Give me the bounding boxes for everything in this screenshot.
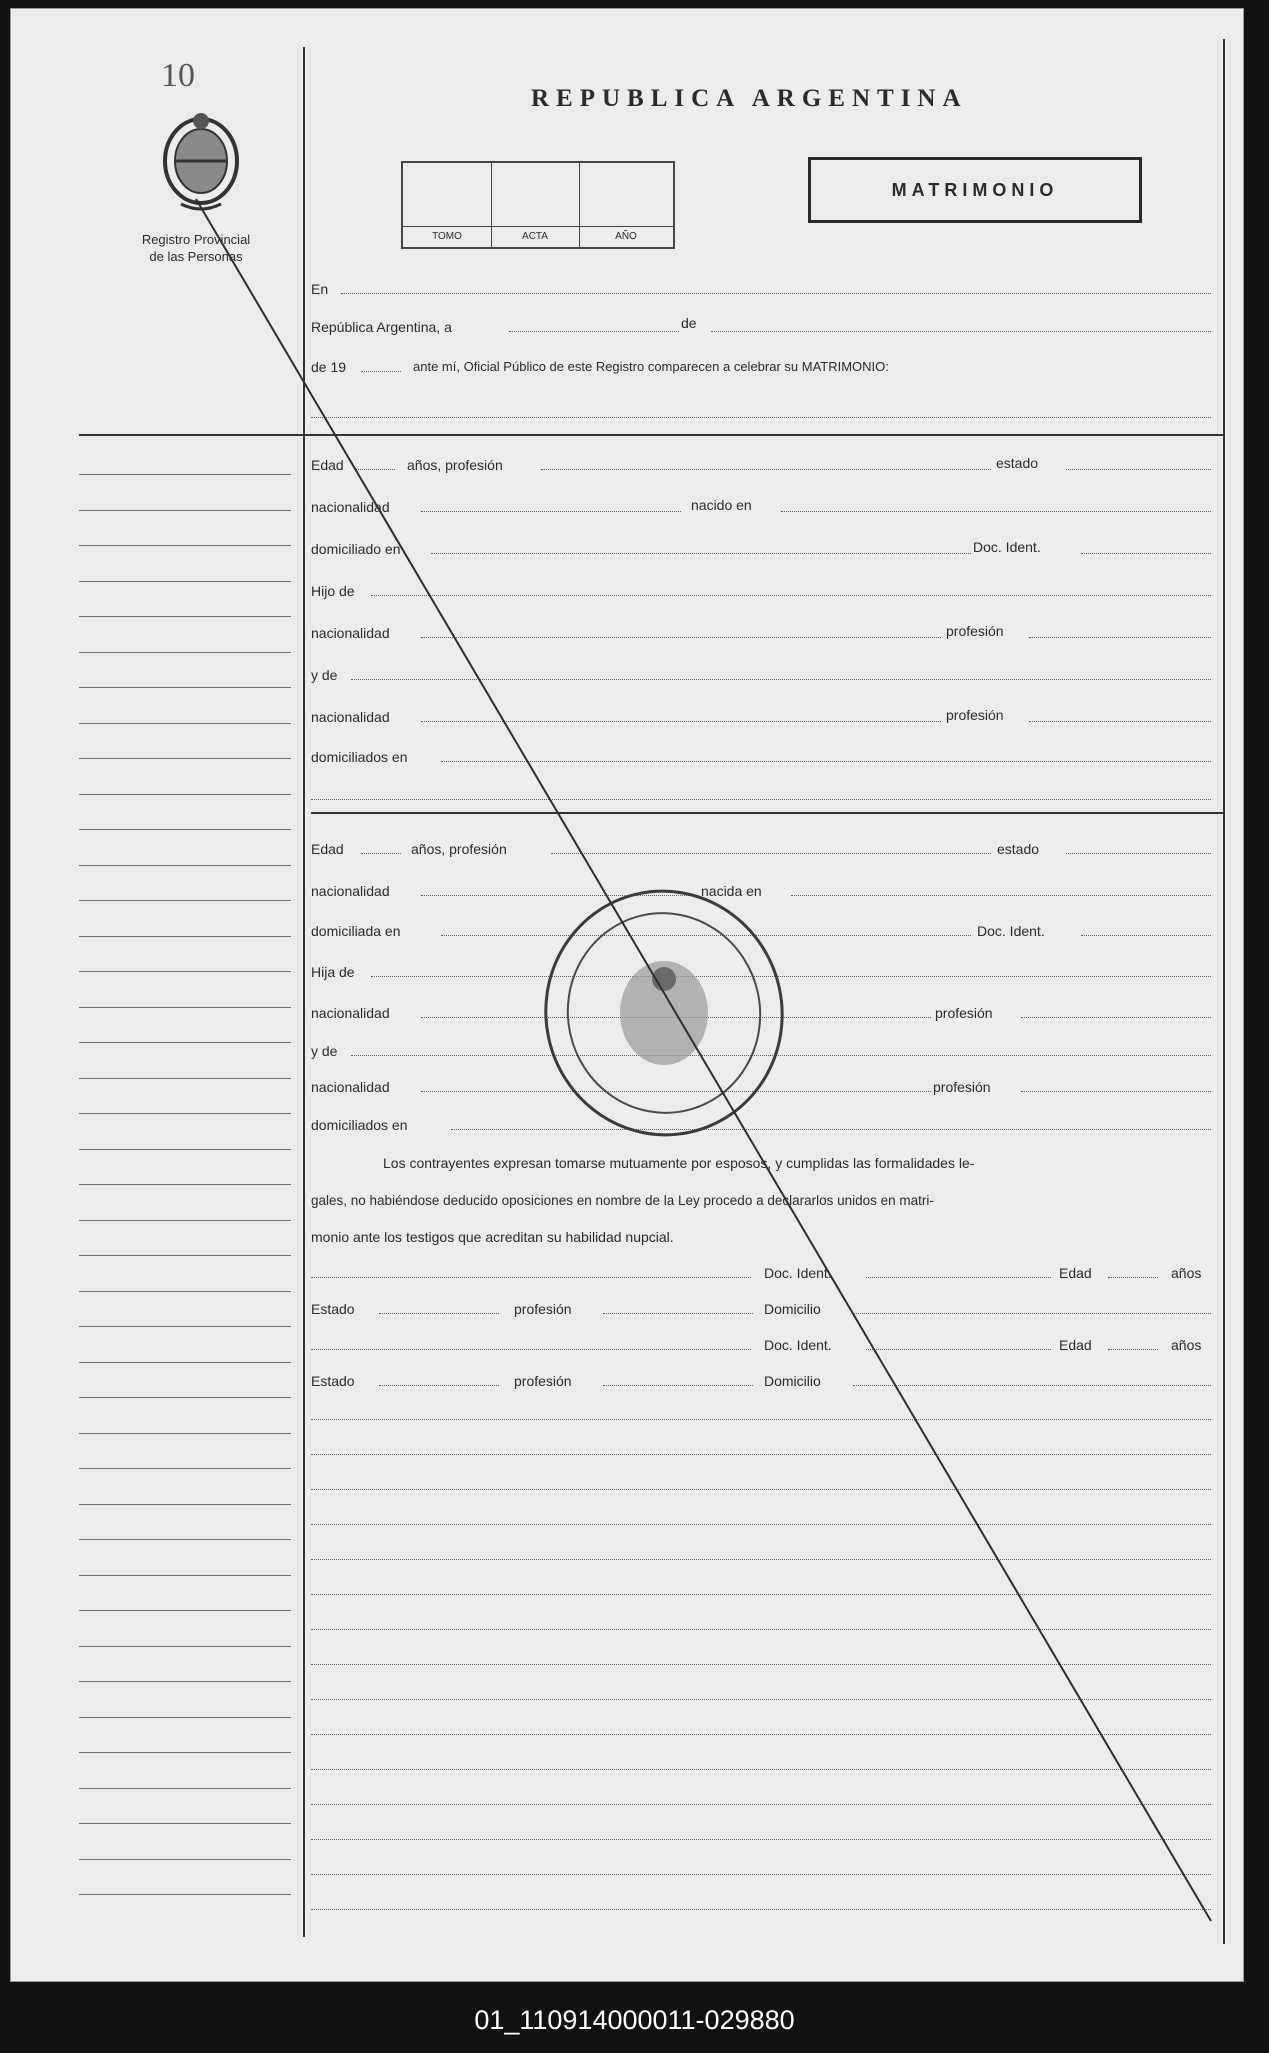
groom-parents-domicilio: domiciliados en [311, 749, 408, 765]
groom-mother-profesion: profesión [946, 707, 1004, 723]
groom-domicilio: domiciliado en [311, 541, 401, 557]
registry-line-1: Registro Provincial [141, 232, 251, 247]
groom-nacido-en: nacido en [691, 497, 752, 513]
intro-year: de 19 [311, 359, 347, 375]
intro-statement: ante mí, Oficial Público de este Registro comparecen a celebrar su MATRIMONIO: [413, 359, 889, 374]
bride-estado: estado [997, 841, 1040, 857]
witness2-estado: Estado [311, 1373, 355, 1389]
bride-nacionalidad: nacionalidad [311, 883, 390, 899]
groom-mother-nacionalidad: nacionalidad [311, 709, 390, 725]
witness1-profesion: profesión [514, 1301, 572, 1317]
acta-label: ACTA [491, 226, 579, 247]
groom-hijo-de: Hijo de [311, 583, 355, 599]
groom-nacionalidad: nacionalidad [311, 499, 390, 515]
tomo-label: TOMO [403, 226, 491, 247]
witness2-domicilio: Domicilio [764, 1373, 821, 1389]
bride-father-profesion: profesión [935, 1005, 993, 1021]
bride-parents-domicilio: domiciliados en [311, 1117, 408, 1133]
witness1-estado: Estado [311, 1301, 355, 1317]
intro-republica: República Argentina, a [311, 319, 452, 335]
declaration-line-1: Los contrayentes expresan tomarse mutuamente por esposos, y cumplidas las formalidades le- [383, 1155, 975, 1171]
witness2-edad: Edad [1059, 1337, 1092, 1353]
registry-line-2: de las Personas [149, 249, 243, 264]
declaration-line-2: gales, no habiéndose deducido oposiciones en nombre de la Ley procedo a declararlos unidos en matri- [311, 1193, 934, 1208]
bride-father-nacionalidad: nacionalidad [311, 1005, 390, 1021]
witness2-doc-ident: Doc. Ident. [764, 1337, 832, 1353]
form-page [10, 8, 1244, 1982]
page-number: 10 [161, 57, 195, 94]
groom-estado: estado [996, 455, 1039, 471]
groom-profesion: años, profesión [407, 457, 503, 473]
bride-edad: Edad [311, 841, 344, 857]
witness2-profesion: profesión [514, 1373, 572, 1389]
bride-hija-de: Hija de [311, 964, 355, 980]
bride-nacida-en: nacida en [701, 883, 762, 899]
intro-de: de [681, 315, 697, 331]
bride-y-de: y de [311, 1043, 338, 1059]
bride-doc-ident: Doc. Ident. [977, 923, 1045, 939]
bride-mother-nacionalidad: nacionalidad [311, 1079, 390, 1095]
groom-doc-ident: Doc. Ident. [973, 539, 1041, 555]
groom-y-de: y de [311, 667, 338, 683]
diagonal-strike-line [11, 9, 1243, 1981]
witness1-anos: años [1171, 1265, 1202, 1281]
groom-father-nacionalidad: nacionalidad [311, 625, 390, 641]
witness1-doc-ident: Doc. Ident. [764, 1265, 832, 1281]
witness1-domicilio: Domicilio [764, 1301, 821, 1317]
bride-mother-profesion: profesión [933, 1079, 991, 1095]
bride-domicilio: domiciliada en [311, 923, 401, 939]
intro-en: En [311, 281, 329, 297]
witness1-edad: Edad [1059, 1265, 1092, 1281]
image-identifier: 01_110914000011-029880 [474, 2005, 795, 2035]
witness2-anos: años [1171, 1337, 1202, 1353]
declaration-line-3: monio ante los testigos que acreditan su habilidad nupcial. [311, 1229, 674, 1245]
ano-label: AÑO [579, 226, 673, 247]
bride-profesion: años, profesión [411, 841, 507, 857]
page-title: REPUBLICA ARGENTINA [531, 85, 968, 112]
document-type: MATRIMONIO [808, 157, 1142, 223]
groom-edad: Edad [311, 457, 344, 473]
groom-father-profesion: profesión [946, 623, 1004, 639]
